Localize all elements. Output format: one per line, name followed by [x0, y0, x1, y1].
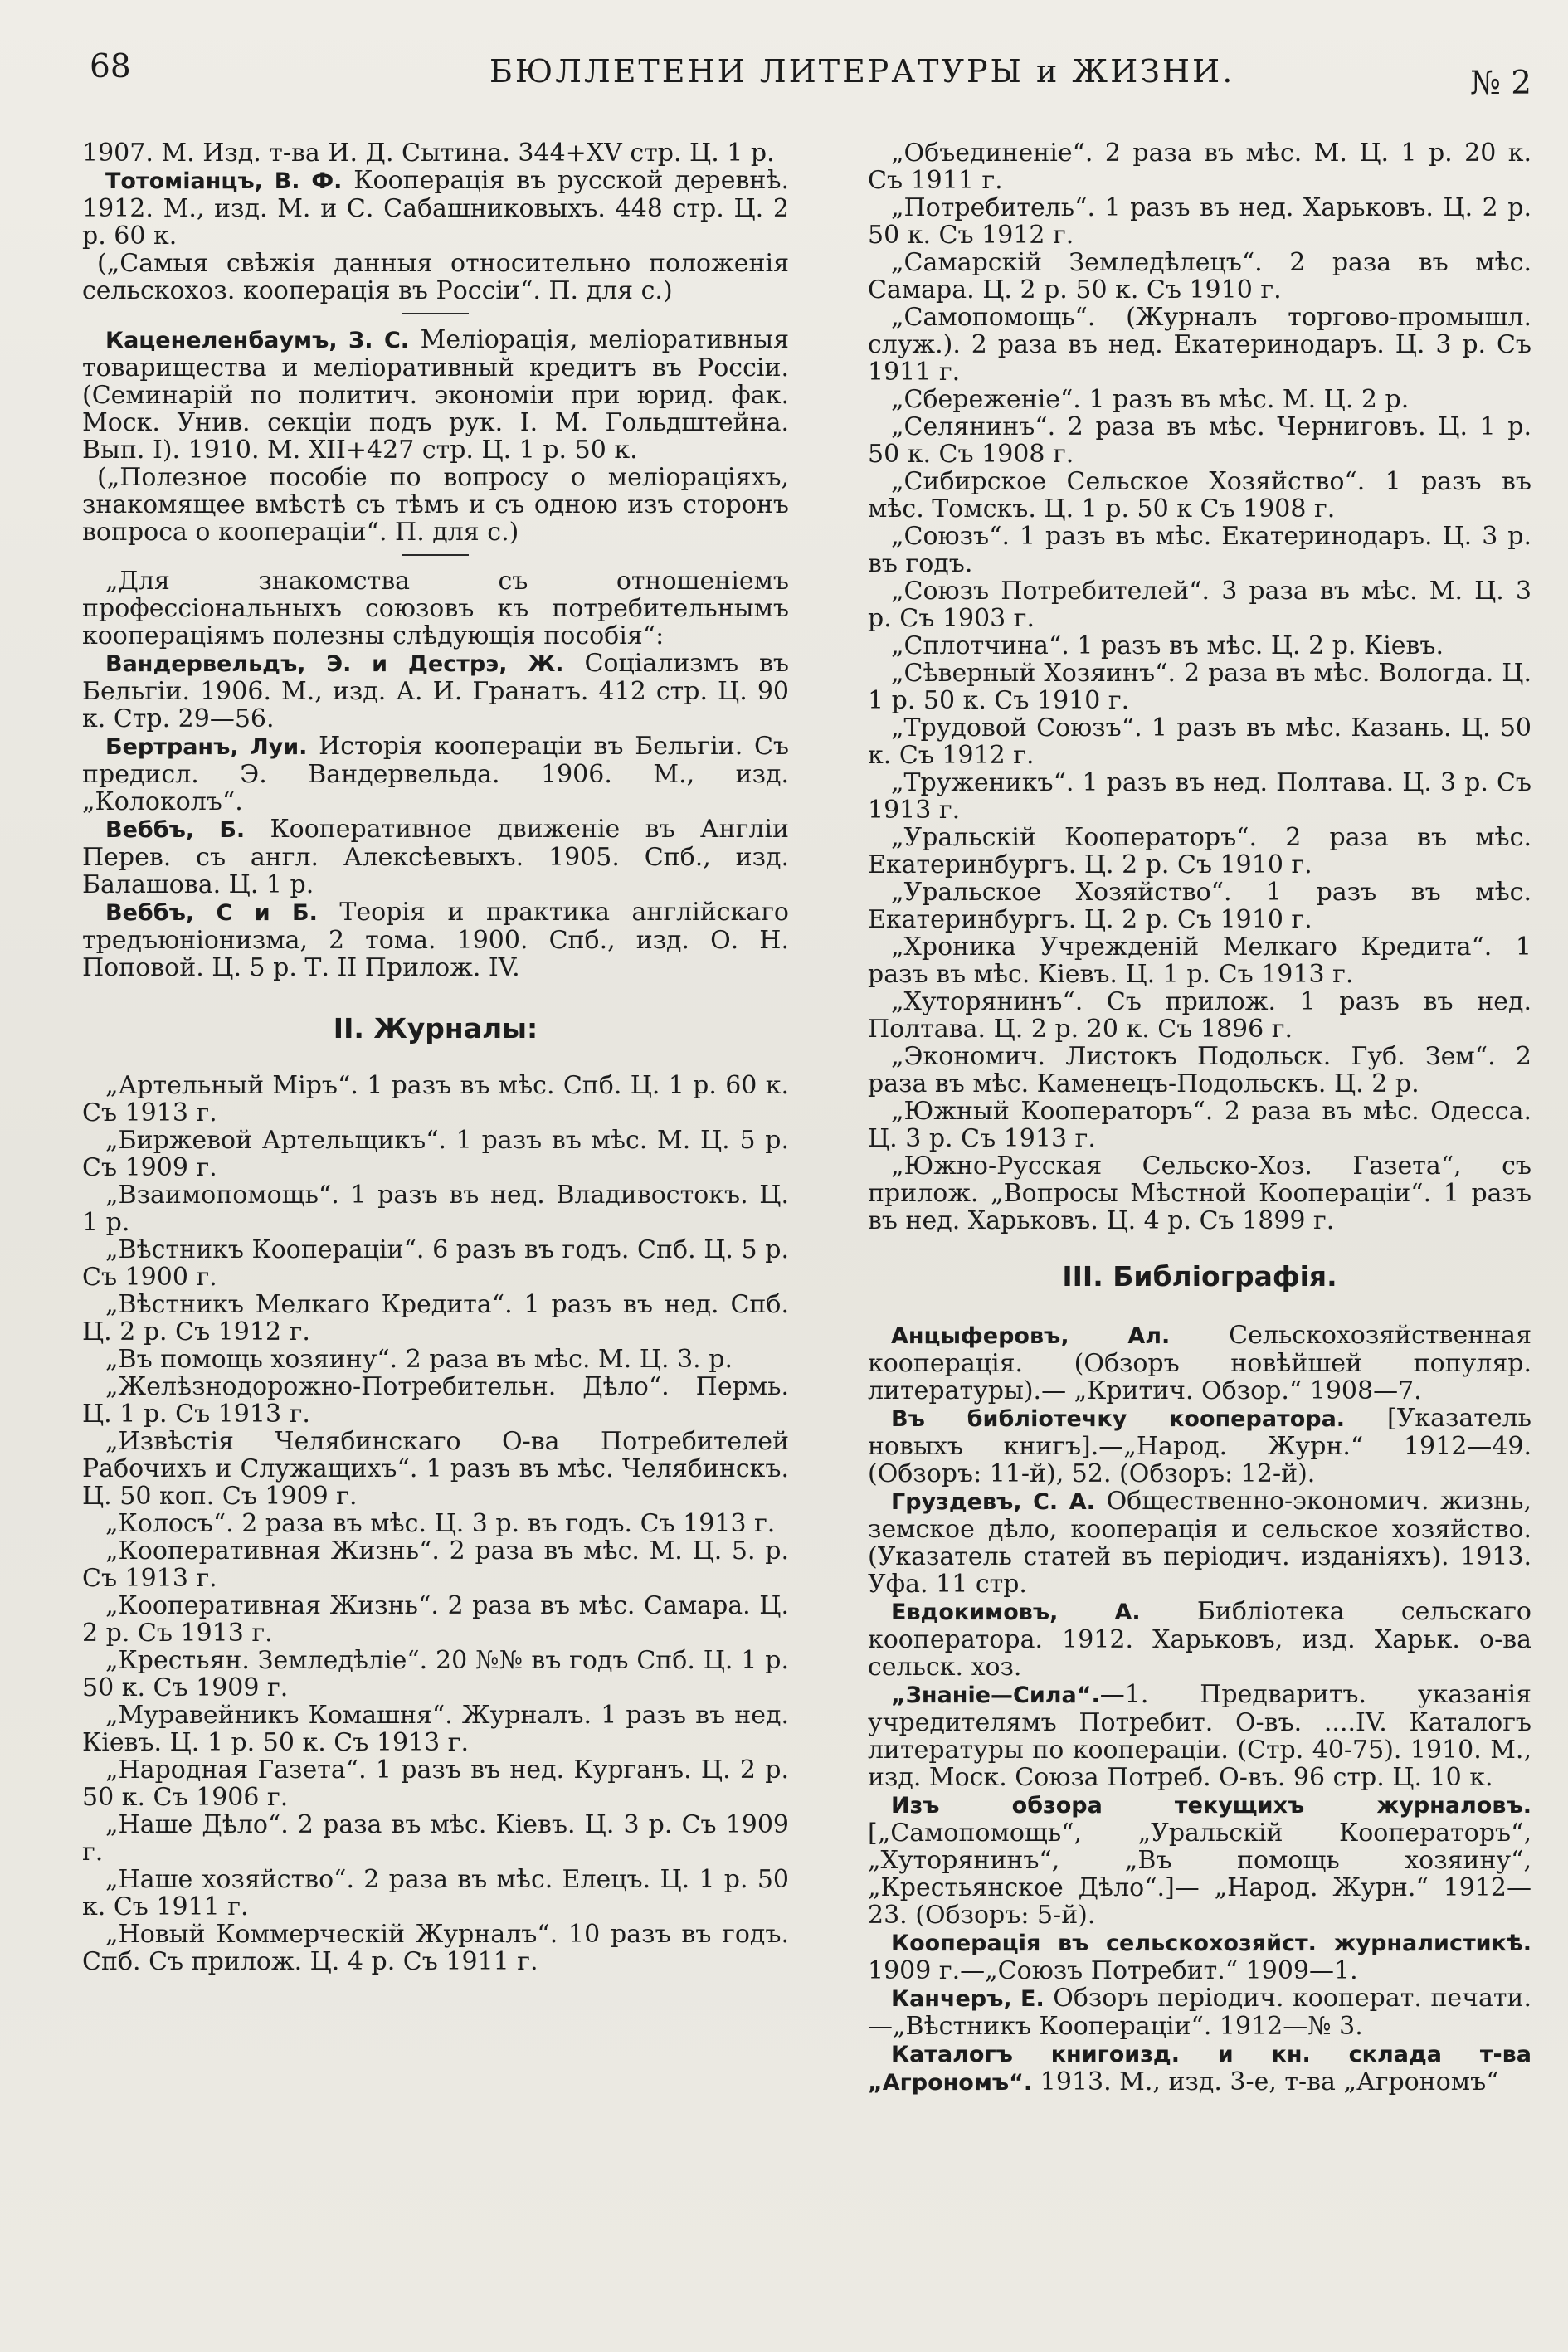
entry-author: Каценеленбаумъ, З. С. [105, 328, 410, 353]
journal-entry: „Хроника Учрежденій Мелкаго Кредита“. 1 разъ въ мѣс. Кіевъ. Ц. 1 р. Съ 1913 г. [868, 933, 1531, 989]
entry-text: 1913. М., изд. 3-е, т-ва „Агрономъ“ [1032, 2067, 1499, 2096]
journal-entry: „Сибирское Сельское Хозяйство“. 1 разъ въ мѣс. Томскъ. Ц. 1 р. 50 к Съ 1908 г. [868, 467, 1531, 523]
journal-entry: „Кооперативная Жизнь“. 2 раза въ мѣс. М. Ц. 5. р. Съ 1913 г. [82, 1536, 789, 1593]
bibliography-entry [868, 1929, 1531, 1984]
running-title: БЮЛЛЕТЕНИ ЛИТЕРАТУРЫ и ЖИЗНИ. [489, 53, 1235, 90]
entry-text: „Для знакомства съ отношеніемъ профессіональныхъ союзовъ къ потребительнымъ коопераціямъ полезны слѣдующія пособія“: [82, 567, 789, 650]
entry-author: Бертранъ, Луи. [105, 734, 308, 760]
bibliography-entry [82, 139, 789, 167]
journal-entry: „Союзъ“. 1 разъ въ мѣс. Екатеринодаръ. Ц. 3 р. въ годъ. [868, 522, 1531, 578]
issue-number: № 2 [1470, 65, 1532, 102]
entry-text: Кооперація въ русской деревнѣ. 1912. М., изд. М. и С. Сабашниковыхъ. 448 стр. Ц. 2 р. 60 к. [82, 166, 790, 251]
bibliography-entry [82, 167, 789, 250]
journal-entry: „Наше хозяйство“. 2 раза въ мѣс. Елецъ. Ц. 1 р. 50 к. Съ 1911 г. [82, 1865, 789, 1921]
journal-entry: „Кооперативная Жизнь“. 2 раза въ мѣс. Самара. Ц. 2 р. Съ 1913 г. [82, 1591, 789, 1648]
journal-entry: „Самарскій Земледѣлецъ“. 2 раза въ мѣс. Самара. Ц. 2 р. 50 к. Съ 1910 г. [868, 248, 1531, 304]
editor-note: („Полезное пособіе по вопросу о меліораціяхъ, знакомящее вмѣстѣ съ тѣмъ и съ одною изъ сторонъ вопроса о коопераціи“. П. для с.) [82, 463, 789, 547]
section-divider [402, 554, 469, 556]
journal-entry: „Экономич. Листокъ Подольск. Губ. Зем“. 2 раза въ мѣс. Каменецъ-Подольскъ. Ц. 2 р. [868, 1042, 1531, 1098]
left-column [82, 139, 789, 1975]
section-heading: III. Библіографія. [1062, 1260, 1337, 1293]
entry-text: Исторія коопераціи въ Бельгіи. Съ предисл. Э. Вандервельда. 1906. М., изд. „Колоколъ“. [82, 732, 789, 816]
journal-entry: „Желѣзнодорожно-Потребительн. Дѣло“. Пермь. Ц. 1 р. Съ 1913 г. [82, 1372, 789, 1429]
entry-text: Библіотека сельскаго кооператора. 1912. Харьковъ, изд. Харьк. о-ва сельск. хоз. [868, 1597, 1531, 1682]
journal-entry: „Объединеніе“. 2 раза въ мѣс. М. Ц. 1 р. 20 к. Съ 1911 г. [868, 139, 1531, 195]
entry-author: Каталогъ книгоизд. и кн. склада т-ва „Агрономъ“. [868, 2042, 1531, 2096]
journal-entry: „Уральское Хозяйство“. 1 разъ въ мѣс. Екатеринбургъ. Ц. 2 р. Съ 1910 г. [868, 878, 1531, 934]
entry-author: „Знаніе—Сила“. [891, 1682, 1100, 1708]
bibliography-entry [868, 1405, 1531, 1488]
entry-text: [Указатель новыхъ книгъ].—„Народ. Журн.“ 1912—49. (Обзоръ: 11-й), 52. (Обзоръ: 12-й). [868, 1404, 1531, 1488]
entry-text: Меліорація, меліоративныя товарищества и меліоративный кредитъ въ Россіи. (Семинарій по политич. экономіи при юрид. фак. Моск. Унив. секціи подъ рук. І. М. Гольдштейна. Вып. I). 1910. М. XII+427 стр. Ц. 1 р. 50 к. [82, 325, 790, 465]
entry-author: Евдокимовъ, А. [891, 1600, 1141, 1625]
entry-author: Вандервельдъ, Э. и Дестрэ, Ж. [105, 651, 564, 677]
bibliography-entry [82, 650, 789, 733]
bibliography-entry [82, 326, 789, 464]
entry-author: Груздевъ, С. А. [891, 1489, 1095, 1515]
entry-text: [„Самопомощь“, „Уральскій Кооператоръ“, „Хуторянинъ“, „Въ помощь хозяину“, „Крестьянскoе Дѣло“.]— „Народ. Журн.“ 1912—23. (Обзоръ: 5-й). [868, 1819, 1531, 1930]
entry-text: Обзоръ періодич. кооперат. печати.—„Вѣстникъ Коопераціи“. 1912—№ 3. [868, 1984, 1531, 2041]
journal-entry: „Въ помощь хозяину“. 2 раза въ мѣс. М. Ц. 3. р. [105, 1345, 733, 1374]
bibliography-entry [868, 1791, 1531, 1929]
journal-entry: „Южно-Русская Сельско-Хоз. Газета“, съ прилож. „Вопросы Мѣстной Коопераціи“. 1 разъ въ нед. Харьковъ. Ц. 4 р. Съ 1899 г. [868, 1152, 1531, 1235]
section-divider [402, 313, 469, 314]
section-heading: II. Журналы: [333, 1012, 538, 1045]
journal-entry: „Потребитель“. 1 разъ въ нед. Харьковъ. Ц. 2 р. 50 к. Съ 1912 г. [868, 193, 1531, 250]
entry-author: Изъ обзора текущихъ журналовъ. [891, 1793, 1531, 1819]
journal-entry: „Сплотчина“. 1 разъ въ мѣс. Ц. 2 р. Кіевъ. [891, 631, 1444, 660]
bibliography-entry [868, 1598, 1531, 1681]
entry-text: Соціализмъ въ Бельгіи. 1906. М., изд. А. И. Гранатъ. 412 стр. Ц. 90 к. Стр. 29—56. [82, 649, 789, 733]
entry-author: Анцыферовъ, Ал. [891, 1323, 1171, 1349]
entry-author: Въ библіотечку кооператора. [891, 1406, 1346, 1432]
journal-entry: „Наше Дѣло“. 2 раза въ мѣс. Кіевъ. Ц. 3 р. Съ 1909 г. [82, 1810, 789, 1867]
journal-entry: „Народная Газета“. 1 разъ въ нед. Курганъ. Ц. 2 р. 50 к. Съ 1906 г. [82, 1755, 789, 1812]
journal-entry: „Муравейникъ Комашня“. Журналъ. 1 разъ въ нед. Кіевъ. Ц. 1 р. 50 к. Съ 1913 г. [82, 1701, 789, 1757]
journal-entry: „Извѣстія Челябинскаго О-ва Потребителей Рабочихъ и Служащихъ“. 1 разъ въ мѣс. Челябинскъ. Ц. 50 коп. Съ 1909 г. [82, 1427, 789, 1511]
journal-entry: „Вѣстникъ Мелкаго Кредита“. 1 разъ въ нед. Спб. Ц. 2 р. Съ 1912 г. [82, 1290, 789, 1346]
bibliography-entry [82, 816, 789, 898]
journal-entry: „Сѣверный Хозяинъ“. 2 раза въ мѣс. Вологда. Ц. 1 р. 50 к. Съ 1910 г. [868, 659, 1531, 715]
journal-entry: „Хуторянинъ“. Съ прилож. 1 разъ въ нед. Полтава. Ц. 2 р. 20 к. Съ 1896 г. [868, 987, 1531, 1044]
journal-entry: „Южный Кооператоръ“. 2 раза въ мѣс. Одесса. Ц. 3 р. Съ 1913 г. [868, 1097, 1531, 1153]
entry-text: Теорія и практика англійскаго тредъюніонизма, 2 тома. 1900. Спб., изд. О. Н. Поповой. Ц. 5 р. Т. II Прилож. IV. [82, 898, 789, 982]
entry-text: 1907. М. Изд. т-ва И. Д. Сытина. 344+ХV стр. Ц. 1 р. [82, 139, 775, 168]
journal-entry: „Уральскій Кооператоръ“. 2 раза въ мѣс. Екатеринбургъ. Ц. 2 р. Съ 1910 г. [868, 823, 1531, 879]
page-header [0, 48, 1568, 114]
entry-text: —1. Предваритъ. указанія учредителямъ Потребит. О-въ. ....IV. Каталогъ литературы по коопераціи. (Стр. 40-75). 1910. М., изд. Моск. Союза Потреб. О-въ. 96 стр. Ц. 10 к. [868, 1680, 1531, 1792]
entry-author: Канчеръ, Е. [891, 1986, 1045, 2012]
entry-author: Веббъ, С и Б. [105, 900, 318, 926]
journal-entry: „Биржевой Артельщикъ“. 1 разъ въ мѣс. М. Ц. 5 р. Съ 1909 г. [82, 1126, 789, 1182]
journal-entry: „Союзъ Потребителей“. 3 раза въ мѣс. М. Ц. 3 р. Съ 1903 г. [868, 577, 1531, 633]
entry-author: Тотоміанцъ, В. Ф. [105, 168, 343, 194]
journal-entry: „Вѣстникъ Коопераціи“. 6 разъ въ годъ. Спб. Ц. 5 р. Съ 1900 г. [82, 1235, 789, 1292]
bibliography-entry [868, 2040, 1531, 2096]
journal-entry: „Сбереженіе“. 1 разъ въ мѣс. М. Ц. 2 р. [891, 385, 1410, 414]
bibliography-entry [82, 733, 789, 816]
journal-entry: „Крестьян. Земледѣліе“. 20 №№ въ годъ Спб. Ц. 1 р. 50 к. Съ 1909 г. [82, 1646, 789, 1702]
journal-entry: „Артельный Міръ“. 1 разъ въ мѣс. Спб. Ц. 1 р. 60 к. Съ 1913 г. [82, 1071, 789, 1127]
entry-text: 1909 г.—„Союзъ Потребит.“ 1909—1. [868, 1956, 1358, 1985]
journal-entry: „Колосъ“. 2 раза въ мѣс. Ц. 3 р. въ годъ. Съ 1913 г. [105, 1509, 776, 1538]
journal-entry: „Новый Коммерческій Журналъ“. 10 разъ въ годъ. Спб. Съ прилож. Ц. 4 р. Съ 1911 г. [82, 1920, 789, 1976]
entry-text: Кооперативное движеніе въ Англіи Перев. съ англ. Алексѣевыхъ. 1905. Спб., изд. Балашова. Ц. 1 р. [82, 815, 789, 899]
entry-text: Общественно-экономич. жизнь, земское дѣло, кооперація и сельское хозяйство. (Указатель статей въ періодич. изданіяхъ). 1913. Уфа. 11 стр. [868, 1487, 1531, 1599]
journal-entry: „Самопомощь“. (Журналъ торгово-промышл. служ.). 2 раза въ нед. Екатеринодаръ. Ц. 3 р. Съ 1911 г. [868, 303, 1531, 387]
journal-entry: „Труженикъ“. 1 разъ въ нед. Полтава. Ц. 3 р. Съ 1913 г. [868, 768, 1531, 825]
journal-entry: „Селянинъ“. 2 раза въ мѣс. Черниговъ. Ц. 1 р. 50 к. Съ 1908 г. [868, 412, 1531, 469]
editor-note: („Самыя свѣжія данныя относительно положенія сельскохоз. кооперація въ Россіи“. П. для с.) [82, 249, 789, 305]
entry-author: Кооперація въ сельскохозяйст. журналистикѣ. [891, 1931, 1531, 1956]
right-column [868, 139, 1531, 2096]
bibliography-entry [868, 1322, 1531, 1405]
bibliography-entry [868, 1681, 1531, 1791]
journal-entry: „Трудовой Союзъ“. 1 разъ въ мѣс. Казань. Ц. 50 к. Съ 1912 г. [868, 713, 1531, 770]
bibliography-entry [82, 898, 789, 981]
entry-text: Сельскохозяйственная кооперація. (Обзоръ новѣйшей популяр. литературы).— „Критич. Обзор.“ 1908—7. [868, 1321, 1531, 1405]
bibliography-entry [868, 1984, 1531, 2040]
bibliography-entry [82, 567, 789, 650]
journal-entry: „Взаимопомощь“. 1 разъ въ нед. Владивостокъ. Ц. 1 р. [82, 1181, 789, 1237]
page-number: 68 [90, 48, 131, 85]
bibliography-entry [868, 1488, 1531, 1598]
entry-author: Веббъ, Б. [105, 817, 246, 843]
